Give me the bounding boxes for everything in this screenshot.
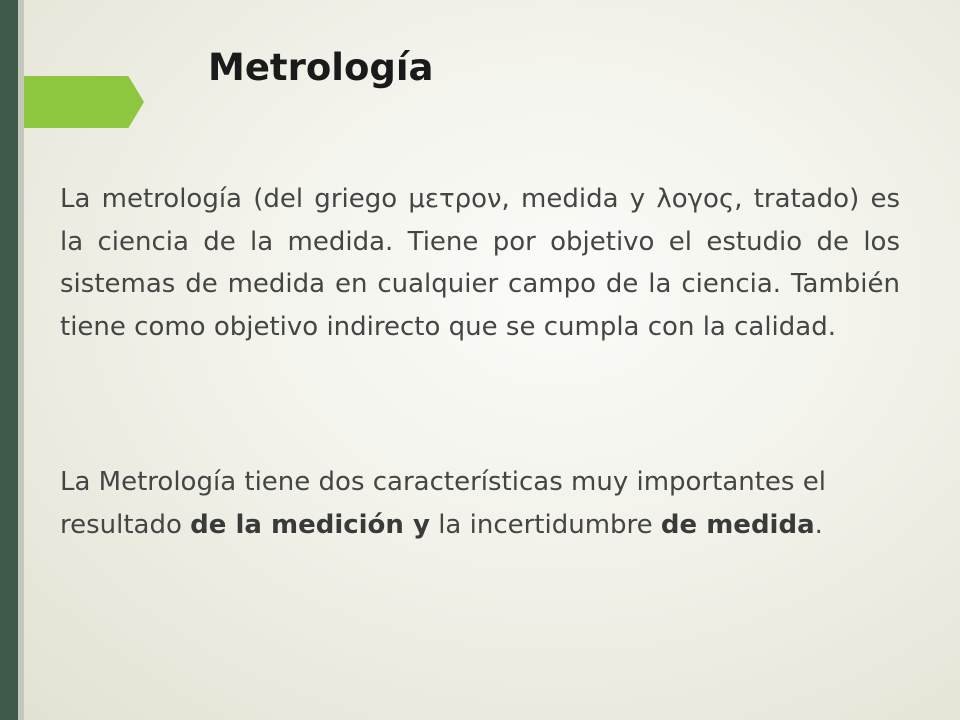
side-bar	[0, 0, 18, 720]
slide-title: Metrología	[208, 46, 434, 89]
paragraph-text: La Metrología tiene dos características muy importantes el resultado	[60, 467, 826, 540]
paragraph-definition: La metrología (del griego μετρον, medida y λογος, tratado) es la ciencia de la medida. Tiene por objetivo el estudio de los sistemas de medida en cualquier campo de la ciencia. También tiene como objetivo indirecto que se cumpla con la calidad.	[60, 184, 900, 342]
paragraph-text: .	[814, 509, 823, 540]
title-accent-arrow	[24, 76, 144, 128]
emphasis-measure: de medida	[660, 509, 815, 540]
paragraph-characteristics	[60, 461, 860, 546]
paragraph-text: la incertidumbre	[429, 509, 661, 540]
side-bar-stripe	[18, 0, 24, 720]
emphasis-measurement: de la medición y	[190, 509, 430, 540]
